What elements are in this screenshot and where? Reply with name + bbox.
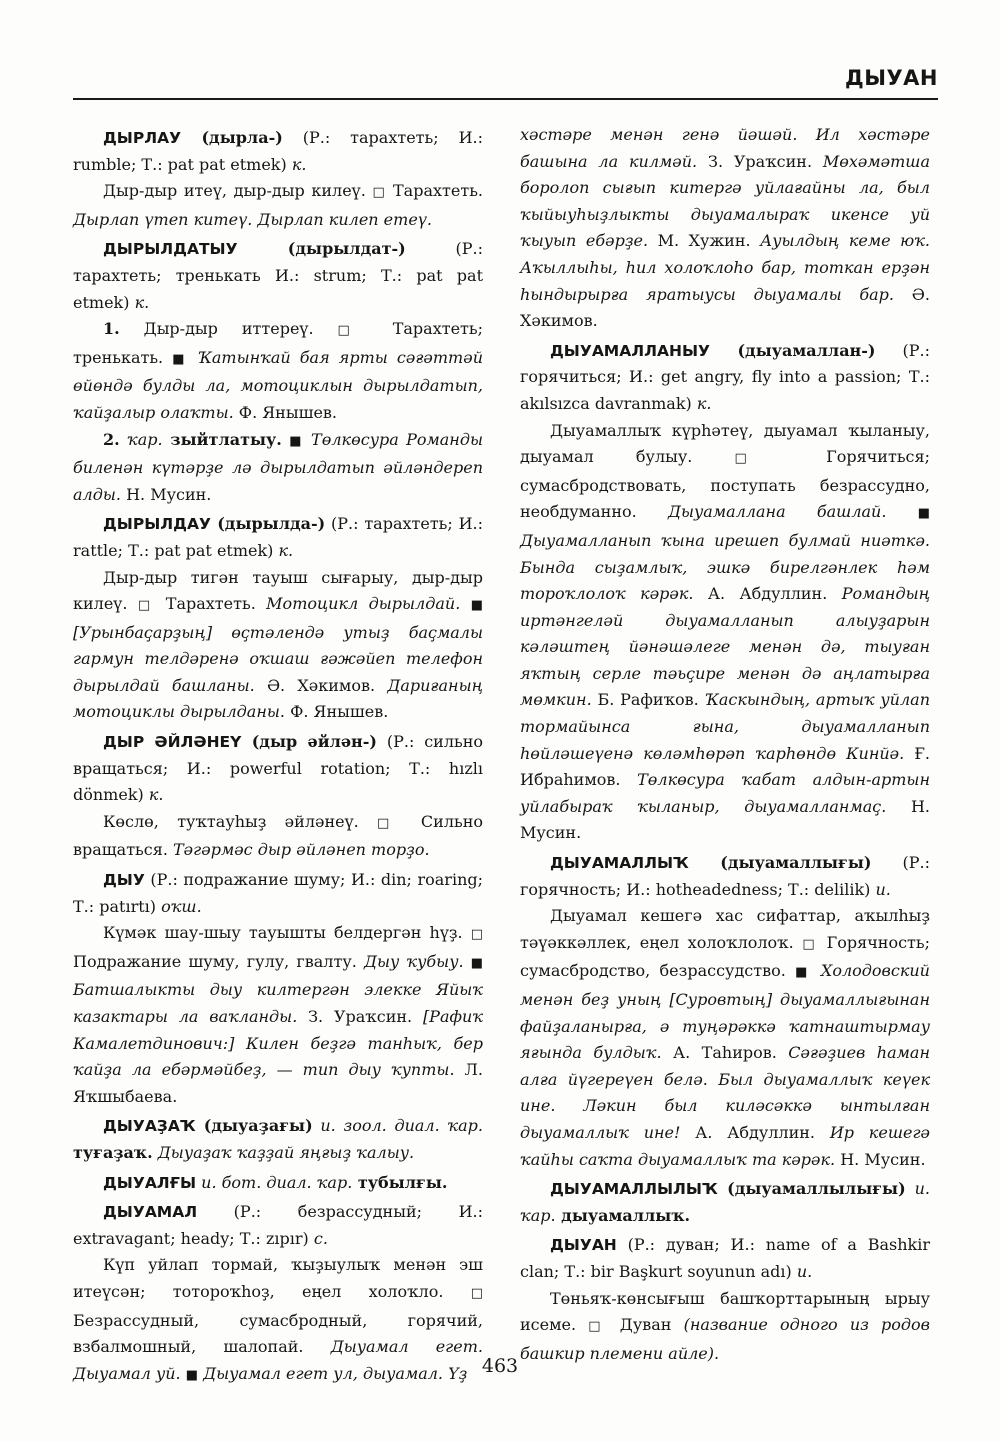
text-run: Күп уйлап тормай, ҡыҙыулыҡ менән эш итеүсән; тотороҡһоҙ, еңел холоҡло. xyxy=(73,1255,483,1301)
text-run: Күмәк шау-шыу тауышты белдергән һүҙ. xyxy=(103,923,471,943)
headword: ДЫРЫЛДАТЫУ xyxy=(103,240,238,259)
entry-definition xyxy=(520,903,930,1173)
bold-term: дыуамаллыҡ. xyxy=(555,1205,691,1225)
text-run: Дыуамаллыҡ күрһәтеү, дыуамал ҡыланыу, дыуамал булыу. xyxy=(520,420,930,467)
marker-symbol: ■ xyxy=(470,955,483,971)
marker-symbol: □ xyxy=(470,927,483,943)
italic-text: к. xyxy=(696,393,712,413)
dictionary-entry xyxy=(73,1199,483,1252)
text-run: (Р.: тарахтеть; И.: rumble; Т.: pat pat etmek) xyxy=(73,128,484,174)
text-run: Тарахтеть; тренькать. xyxy=(73,319,484,367)
entry-definition xyxy=(73,178,483,233)
headword: ДЫУАМАЛЛАНЫУ xyxy=(550,341,710,360)
text-run: (Р.: подражание шуму; И.: din; roaring; Т.: patırtı) xyxy=(73,870,483,916)
headword: ДЫРЫЛДАУ xyxy=(103,515,211,534)
headword: ДЫУАЛҒЫ xyxy=(103,1173,197,1192)
italic-text: Ир кешегә ҡайһы саҡта дыуамаллыҡ та кәрәк. xyxy=(520,1122,931,1169)
italic-text: Төлкөсура ҡабат алдын-артын уйлабыраҡ ҡыланыр, дыуамалланмаҫ. xyxy=(520,770,930,816)
marker-symbol: □ xyxy=(734,451,784,467)
bold-term: тубылғы. xyxy=(352,1172,448,1192)
text-run: Горячность; сумасбродство, безрассудство. xyxy=(520,932,930,981)
text-run: Төньяҡ-көнсығыш башҡорттарының ырыу исеме. xyxy=(520,1288,930,1335)
headword: ДЫУ xyxy=(103,871,145,890)
italic-text: Мотоцикл дырылдай. xyxy=(266,594,461,614)
italic-text: [Рафиҡ Камалетдинович:] Килен беҙгә танһыҡ, бер ҡайҙа ла ебәрмәйбеҙ, — тип дыу ҡупты. xyxy=(73,1007,484,1080)
bold-term: (дыуамаллан-) xyxy=(709,340,876,360)
italic-text: Батшалыкты дыу килтергән элекке Яйыҡ казактары ла ваҡланды. xyxy=(73,980,483,1026)
italic-text: Холодовский менән беҙ уның [Суровтың] дыуамаллығынан файҙаланырға, ә туңәрәккә ҡатнаштырмау яғында булдыҡ. xyxy=(520,961,930,1063)
text-run: (Р.: тарахтеть; И.: rattle; Т.: pat pat etmek) xyxy=(73,514,484,560)
italic-text: Сәғәҙиев һаман алға йүгереүен белә. Был дыуамаллыҡ кеүек ине. Ләкин был киләсәккә ынтылған дыуамаллыҡ ине! xyxy=(520,1043,930,1142)
marker-symbol: ■ xyxy=(172,351,189,367)
dictionary-entry xyxy=(73,511,483,564)
text-run: Безрассудный, сумасбродный, горячий, взбалмошный, шалопай. xyxy=(73,1310,483,1357)
text-run: Ә. Хәкимов. xyxy=(520,284,930,331)
text-run: Дуван xyxy=(607,1315,684,1335)
italic-text: Ауылдың кеме юҡ. Аҡыллыһы, һил холоҡлоһо бар, тоткан ерҙән һындырырға яратыусы дыуамалы бар. xyxy=(520,231,930,304)
text-run: Горячиться; сумасбродствовать, поступать безрассудно, необдуманно. xyxy=(520,447,930,522)
headword: ДЫУАМАЛ xyxy=(103,1203,198,1222)
italic-text: (название одного из родов башкир племени айле). xyxy=(520,1315,930,1363)
text-run: (Р.: безрассудный; И.: extravagant; heady; Т.: zıpır) xyxy=(73,1202,483,1248)
entry-sense xyxy=(73,316,483,426)
italic-text: и. ҡар. xyxy=(520,1179,930,1225)
italic-text: к. xyxy=(278,540,294,560)
headword: ДЫУАМАЛЛЫҠ xyxy=(550,854,689,873)
italic-text: Төлкөсура Романды биленән күтәрҙе лә дырылдатып әйләндереп алды. xyxy=(73,429,483,504)
text-run: Тарахтеть. xyxy=(386,181,483,201)
italic-text: и. бот. диал. ҡар. xyxy=(201,1172,353,1192)
bold-term: (дыуамаллығы) xyxy=(688,853,872,873)
headword: ДЫР ӘЙЛӘНЕҮ xyxy=(103,733,242,752)
text-run: Ф. Янышев. xyxy=(233,402,338,422)
italic-text: Ҡатынҡай бая ярты сәғәттәй өйөндә булды ла, мотоциклын дырылдатып, ҡайҙалыр олаҡты. xyxy=(73,347,483,422)
entry-sense xyxy=(73,427,483,509)
marker-symbol: ■ xyxy=(470,598,483,614)
marker-symbol: ■ xyxy=(917,506,931,522)
italic-text: Дыуамал егет ул, дыуамал. Үҙ xyxy=(198,1363,468,1383)
italic-text: Дыуамалланып ҡына ирешеп булмай ниәткә. Бында сыҙамлыҡ, эшкә бирелгәнлек һәм тороҡлолоҡ кәрәк. xyxy=(520,530,930,604)
text-run: (Р.: дуван; И.: name of a Bashkir clan; Т.: bir Başkurt soyunun adı) xyxy=(520,1235,930,1281)
dictionary-entry xyxy=(520,1232,930,1285)
italic-text: Ҡаскындың, артыҡ уйлап тормайынса ғына, дыуамалланып һөйләшеүенә көләмһөрәп ҡарһөндө Кинйә. xyxy=(520,690,930,763)
bold-term: (дыр әйлән-) xyxy=(241,732,377,752)
entry-definition xyxy=(73,809,483,864)
text-run xyxy=(120,430,127,449)
text-run: З. Ураҡсин. xyxy=(297,1007,423,1026)
dictionary-entry xyxy=(73,125,483,178)
text-run: З. Ураҡсин. xyxy=(697,151,823,171)
italic-text: и. xyxy=(875,879,891,899)
bold-term: 2. xyxy=(103,429,120,449)
text-run: Подражание шуму, гулу, гвалту. xyxy=(73,951,364,971)
dictionary-entry xyxy=(520,338,930,418)
italic-text: [Урынбаҫарҙың] өҫтәлендә утыҙ баҫмалы гармун телдәренә оҡшаш ғәжәйеп телефон дырылдай башланы. xyxy=(73,622,483,695)
marker-symbol: ■ xyxy=(795,965,812,981)
marker-symbol: □ xyxy=(470,1285,483,1301)
text-run: А. Абдуллин. xyxy=(693,584,842,604)
text-run xyxy=(886,502,917,521)
italic-text: Дыуаҙаҡ ҡаҙҙай яңғыҙ ҡалыу. xyxy=(157,1142,415,1162)
text-run: Дыр-дыр итеү, дыр-дыр килеү. xyxy=(103,181,373,201)
text-run: (Р.: тарахтеть; тренькать И.: strum; Т.: pat pat etmek) xyxy=(73,239,483,312)
dictionary-entry xyxy=(520,1176,930,1229)
headword: ДЫУАМАЛЛЫЛЫҠ xyxy=(550,1180,718,1199)
entry-continuation xyxy=(520,122,930,335)
marker-symbol: ■ xyxy=(289,433,304,449)
text-run: Көслө, туҡтауһыҙ әйләнеү. xyxy=(103,811,378,831)
entry-definition xyxy=(73,920,483,1110)
marker-symbol: □ xyxy=(588,1319,608,1335)
italic-text: Дыуамал егет. Дыуамал уй. xyxy=(73,1337,483,1383)
bold-term: туғаҙаҡ. xyxy=(73,1142,153,1162)
running-head: ДЫУАН xyxy=(845,66,938,90)
italic-text: и. зоол. диал. ҡар. xyxy=(320,1116,483,1136)
dictionary-entry xyxy=(73,867,483,920)
text-run: (Р.: горячность; И.: hotheadedness; Т.: delilik) xyxy=(520,853,930,899)
marker-symbol: □ xyxy=(137,598,156,614)
italic-text: Мөхәмәтша боролоп сығып китергә уйлағайны ла, был ҡыйыуһыҙлыкты дыуамалыраҡ икенсе уй ҡыуып ебәрҙе. xyxy=(520,151,930,251)
text-run: Н. Мусин. xyxy=(120,484,212,504)
bold-term: (дыуамаллылығы) xyxy=(717,1179,906,1199)
dictionary-entry xyxy=(73,1113,483,1166)
marker-symbol: □ xyxy=(377,815,403,831)
left-column xyxy=(73,122,483,1389)
text-run xyxy=(906,1179,915,1198)
dictionary-entry xyxy=(73,1170,483,1197)
text-run: Дыуамал кешегә хас сифаттар, аҡылһыҙ тәүәккәллек, еңел холоҡлолоҡ. xyxy=(520,906,930,952)
headword: ДЫРЛАУ xyxy=(103,129,182,147)
marker-symbol: ■ xyxy=(185,1367,198,1383)
text-run: (Р.: горячиться; И.: get angry, fly into a passion; Т.: akılsızca davranmak) xyxy=(520,340,930,413)
text-run: Н. Мусин. xyxy=(835,1149,926,1169)
text-run: Н. Мусин. xyxy=(520,796,930,843)
marker-symbol: □ xyxy=(337,323,369,339)
dictionary-entry xyxy=(520,850,930,903)
headword: ДЫУАН xyxy=(550,1236,617,1255)
text-run xyxy=(464,952,471,971)
bold-term: (дырылдат-) xyxy=(237,239,406,259)
text-run: Дыр-дыр тигән тауыш сығарыу, дыр-дыр килеү. xyxy=(73,567,483,614)
text-run: А. Абдуллин. xyxy=(680,1122,830,1142)
italic-text: хәстәре менән генә йәшәй. Ил хәстәре башына ла килмәй. xyxy=(520,125,930,171)
dictionary-entry xyxy=(73,729,483,809)
text-run xyxy=(460,594,470,613)
text-run: Б. Рафиҡов. xyxy=(591,690,705,710)
bold-term: (дыуаҙағы) xyxy=(195,1116,313,1136)
entry-definition xyxy=(73,565,483,727)
text-run: Ғ. Ибраһимов. xyxy=(520,743,931,790)
marker-symbol: □ xyxy=(802,936,819,952)
text-run: Л. Яҡшыбаева. xyxy=(73,1060,483,1106)
italic-text: и. xyxy=(796,1261,813,1281)
text-run: Сильно вращаться. xyxy=(73,811,483,860)
italic-text: Дыу ҡубыу. xyxy=(363,951,464,971)
entry-definition xyxy=(520,418,930,848)
page-number: 463 xyxy=(481,1355,519,1377)
text-run: Дыр-дыр иттереү. xyxy=(119,319,338,339)
text-run: Ә. Хәкимов. xyxy=(254,675,388,695)
dictionary-entry xyxy=(73,236,483,316)
italic-text: Дырлап үтеп китеү. Дырлап килеп етеү. xyxy=(73,209,432,229)
text-run: Тарахтеть. xyxy=(155,594,267,614)
bold-term: 1. xyxy=(103,319,120,339)
text-run: (Р.: сильно вращаться; И.: powerful rotation; Т.: hızlı dönmek) xyxy=(73,732,484,805)
text-run: М. Хужин. xyxy=(648,231,761,251)
header-rule xyxy=(73,98,938,100)
bold-term: (дырылда-) xyxy=(210,514,326,534)
right-column xyxy=(520,122,930,1367)
italic-text: оҡш. xyxy=(161,896,202,916)
text-run: Ф. Янышев. xyxy=(285,702,389,722)
italic-text: к. xyxy=(291,154,307,174)
bold-term: (дырла-) xyxy=(181,128,283,147)
italic-text: к. xyxy=(148,785,164,805)
italic-text: Дыуамаллана башлай. xyxy=(667,502,887,522)
italic-text: Дариғаның мотоциклы дырылданы. xyxy=(73,675,484,722)
marker-symbol: □ xyxy=(372,185,387,201)
italic-text: к. xyxy=(134,292,150,312)
italic-text: ҡар. xyxy=(127,429,163,449)
italic-text: Тәгәрмәс дыр әйләнеп торҙо. xyxy=(173,840,430,860)
text-run: А. Таһиров. xyxy=(661,1043,789,1063)
italic-text: с. xyxy=(313,1228,328,1248)
bold-term: зыйтлатыу. xyxy=(162,429,282,449)
headword: ДЫУАҘАҠ xyxy=(103,1117,196,1136)
italic-text: Романдың иртәнгеләй дыуамалланып алыуҙарын кәләштең йәнәшәлеге менән дә, тыуған яҡтың серле тәьҫире менән дә аңлатырға мөмкин. xyxy=(520,584,931,710)
